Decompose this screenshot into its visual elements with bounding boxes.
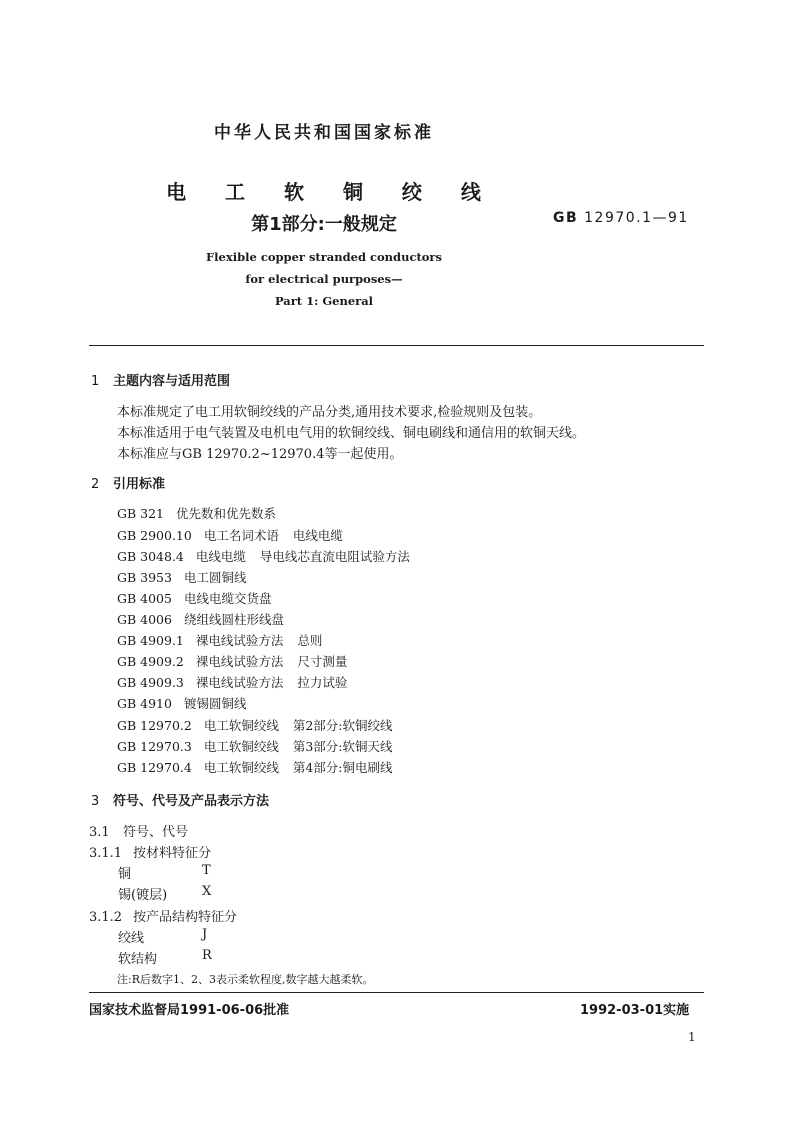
- reference-title: 镀锡圆铜线: [183, 696, 247, 711]
- subsection-3-1-2: [89, 906, 237, 925]
- reference-item: [117, 547, 410, 565]
- section-1-title: 主题内容与适用范围: [113, 374, 231, 389]
- symbol-label: 软结构: [118, 952, 158, 967]
- reference-code: GB 12970.4: [117, 760, 192, 775]
- national-standard-heading: 中华人民共和国国家标准: [214, 123, 434, 143]
- reference-title: 电工软铜绞线: [203, 739, 279, 754]
- approval-date: 国家技术监督局1991-06-06批准: [89, 1003, 290, 1018]
- reference-item: [117, 631, 322, 649]
- section-3-title: 符号、代号及产品表示方法: [113, 794, 270, 809]
- subsection-3-1: [89, 821, 188, 840]
- reference-part: 电线电缆: [292, 528, 343, 543]
- standard-code-prefix: GB: [553, 210, 579, 226]
- reference-title: 电线电缆: [195, 549, 246, 564]
- reference-code: GB 4909.1: [117, 633, 184, 648]
- document-title: 电 工 软 铜 绞 线: [166, 180, 482, 204]
- reference-code: GB 4909.3: [117, 675, 184, 690]
- reference-part: 导电线芯直流电阻试验方法: [259, 549, 410, 564]
- standard-code: [553, 210, 689, 226]
- reference-title: 绕组线圆柱形线盘: [183, 612, 284, 627]
- reference-title: 电工软铜绞线: [203, 718, 279, 733]
- reference-item: [117, 694, 246, 712]
- header-divider: [89, 345, 704, 346]
- reference-part: 总则: [297, 633, 323, 648]
- symbol-row: [118, 927, 208, 946]
- subsection-3-1-1-title: 按材料特征分: [133, 846, 212, 861]
- reference-code: GB 3953: [117, 570, 172, 585]
- reference-part: 第3部分:软铜天线: [292, 739, 393, 754]
- symbol-code: X: [202, 884, 212, 899]
- subsection-3-1-number: 3.1: [89, 825, 110, 840]
- subsection-3-1-2-title: 按产品结构特征分: [133, 910, 238, 925]
- section-3-number: 3: [91, 794, 100, 809]
- reference-code: GB 321: [117, 506, 165, 521]
- section-2-heading: [91, 473, 165, 492]
- english-title-line-1: Flexible copper stranded conductors: [206, 250, 442, 264]
- reference-code: GB 4910: [117, 696, 172, 711]
- footnote: 注:R后数字1、2、3表示柔软程度,数字越大越柔软。: [117, 973, 374, 986]
- reference-title: 裸电线试验方法: [195, 654, 284, 669]
- subsection-3-1-title: 符号、代号: [123, 825, 189, 840]
- section-1-paragraph: 本标准应与GB 12970.2~12970.4等一起使用。: [117, 447, 403, 462]
- reference-item: [117, 758, 393, 776]
- section-1-paragraph: 本标准规定了电工用软铜绞线的产品分类,通用技术要求,检验规则及包装。: [117, 405, 542, 420]
- reference-part: 尺寸测量: [297, 654, 348, 669]
- page-number: 1: [688, 1030, 696, 1044]
- section-1-paragraph: 本标准适用于电气装置及电机电气用的软铜绞线、铜电刷线和通信用的软铜天线。: [117, 426, 586, 441]
- reference-code: GB 3048.4: [117, 549, 184, 564]
- subsection-3-1-1-number: 3.1.1: [89, 846, 123, 861]
- section-2-number: 2: [91, 477, 100, 492]
- reference-item: [117, 737, 393, 755]
- reference-code: GB 12970.3: [117, 739, 192, 754]
- symbol-code: R: [202, 948, 212, 963]
- reference-item: [117, 568, 246, 586]
- reference-title: 电工圆铜线: [183, 570, 247, 585]
- reference-code: GB 12970.2: [117, 718, 192, 733]
- reference-title: 优先数和优先数系: [176, 506, 277, 521]
- reference-code: GB 2900.10: [117, 528, 192, 543]
- reference-item: [117, 589, 271, 607]
- document-subtitle: 第1部分:一般规定: [251, 214, 397, 235]
- symbol-row: [118, 863, 211, 882]
- symbol-row: [118, 884, 212, 903]
- implementation-date: 1992-03-01实施: [580, 1003, 690, 1018]
- symbol-label: 铜: [118, 867, 132, 882]
- symbol-row: [118, 948, 212, 967]
- footer-divider: [89, 992, 704, 993]
- reference-title: 电工软铜绞线: [203, 760, 279, 775]
- symbol-code: J: [202, 927, 208, 942]
- symbol-label: 锡(镀层): [118, 888, 168, 903]
- reference-title: 裸电线试验方法: [195, 633, 284, 648]
- reference-item: [117, 652, 347, 670]
- symbol-label: 绞线: [118, 931, 145, 946]
- subsection-3-1-1: [89, 842, 211, 861]
- section-1-number: 1: [91, 374, 100, 389]
- standard-code-number: 12970.1—91: [584, 210, 689, 226]
- reference-title: 电线电缆交货盘: [183, 591, 272, 606]
- reference-item: [117, 504, 276, 522]
- symbol-code: T: [202, 863, 211, 878]
- section-3-heading: [91, 790, 269, 809]
- reference-item: [117, 610, 284, 628]
- reference-item: [117, 716, 393, 734]
- reference-part: 第4部分:铜电刷线: [292, 760, 393, 775]
- subsection-3-1-2-number: 3.1.2: [89, 910, 123, 925]
- reference-title: 电工名词术语: [203, 528, 279, 543]
- english-title-line-2: for electrical purposes—: [245, 272, 403, 286]
- section-2-title: 引用标准: [113, 477, 166, 492]
- section-1-heading: [91, 370, 230, 389]
- reference-item: [117, 526, 343, 544]
- english-title-line-3: Part 1: General: [274, 294, 374, 308]
- reference-title: 裸电线试验方法: [195, 675, 284, 690]
- reference-code: GB 4005: [117, 591, 172, 606]
- reference-code: GB 4006: [117, 612, 172, 627]
- reference-item: [117, 673, 347, 691]
- reference-part: 拉力试验: [297, 675, 348, 690]
- reference-code: GB 4909.2: [117, 654, 184, 669]
- reference-part: 第2部分:软铜绞线: [292, 718, 393, 733]
